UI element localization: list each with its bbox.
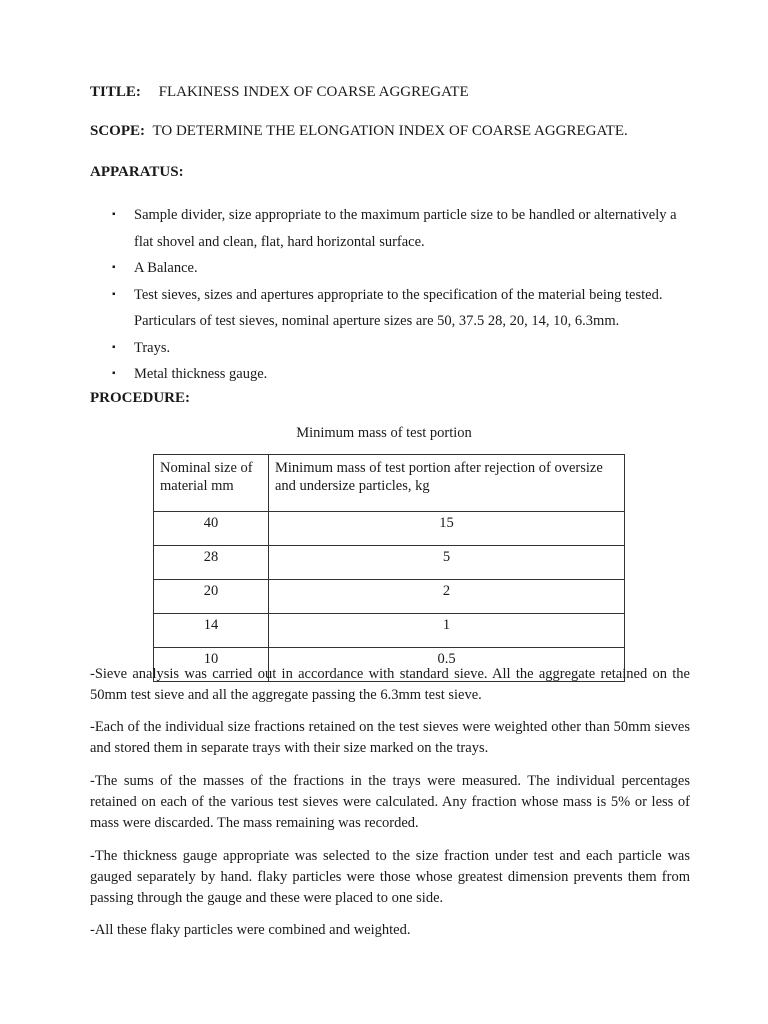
list-item-text: Test sieves, sizes and apertures appropriate to the specification of the material being tested. Particulars of test sieves, nominal aperture sizes are 50, 37.5 28, 20, 14, 10, 6.3mm. xyxy=(134,286,663,329)
cell-nominal-size: 14 xyxy=(154,614,269,648)
table-row xyxy=(154,580,625,614)
cell-nominal-size: 40 xyxy=(154,512,269,546)
procedure-paragraph: -All these flaky particles were combined and weighted. xyxy=(90,922,411,938)
title-text: FLAKINESS INDEX OF COARSE AGGREGATE xyxy=(158,84,469,100)
list-item-text: Trays. xyxy=(134,339,171,356)
table-row xyxy=(154,512,625,546)
list-item xyxy=(112,282,692,335)
cell-minimum-mass: 5 xyxy=(269,546,625,580)
cell-minimum-mass: 2 xyxy=(269,580,625,614)
procedure-paragraph: -Each of the individual size fractions retained on the test sieves were weighted other than 50mm sieves and stored them in separate trays with their size marked on the trays. xyxy=(90,719,690,756)
list-item-text: A Balance. xyxy=(134,260,198,276)
title-line xyxy=(90,84,469,101)
list-item-text: Metal thickness gauge. xyxy=(134,366,268,382)
column-header-minimum-mass: Minimum mass of test portion after rejection of oversize and undersize particles, kg xyxy=(269,455,625,512)
square-bullet-icon: ▪ xyxy=(112,209,116,220)
square-bullet-icon: ▪ xyxy=(112,262,116,273)
list-item xyxy=(112,202,692,255)
table-caption: Minimum mass of test portion xyxy=(296,425,472,441)
procedure-heading: PROCEDURE: xyxy=(90,390,190,406)
cell-nominal-size: 28 xyxy=(154,546,269,580)
list-item xyxy=(112,255,692,282)
scope-label: SCOPE: xyxy=(90,123,146,139)
scope-line xyxy=(90,123,628,140)
cell-minimum-mass: 15 xyxy=(269,512,625,546)
list-item-text: Sample divider, size appropriate to the maximum particle size to be handled or alternatively a flat shovel and clean, flat, hard horizontal surface. xyxy=(134,207,677,250)
column-header-nominal-size: Nominal size of material mm xyxy=(154,455,269,512)
scope-text: TO DETERMINE THE ELONGATION INDEX OF COARSE AGGREGATE. xyxy=(152,123,628,139)
minimum-mass-table xyxy=(153,454,625,682)
apparatus-list xyxy=(112,202,692,388)
table-header-row xyxy=(154,455,625,512)
list-item xyxy=(112,361,692,388)
list-item xyxy=(112,335,692,362)
cell-minimum-mass: 0.5 xyxy=(269,648,625,682)
procedure-paragraph: -Sieve analysis was carried out in accordance with standard sieve. All the aggregate retained on the 50mm test sieve and all the aggregate passing the 6.3mm test sieve. xyxy=(90,666,690,703)
cell-minimum-mass: 1 xyxy=(269,614,625,648)
procedure-paragraph: -The sums of the masses of the fractions in the trays were measured. The individual percentages retained on each of the various test sieves were calculated. Any fraction whose mass is 5% or less of mass were discarded. The mass remaining was recorded. xyxy=(90,773,690,831)
table-row xyxy=(154,546,625,580)
cell-nominal-size: 20 xyxy=(154,580,269,614)
square-bullet-icon: ▪ xyxy=(112,368,116,379)
procedure-paragraph: -The thickness gauge appropriate was selected to the size fraction under test and each particle was gauged separately by hand. flaky particles were those whose greatest dimension prevents them from passing through the gauge and these were placed to one side. xyxy=(90,848,690,906)
cell-nominal-size: 10 xyxy=(154,648,269,682)
title-label: TITLE: xyxy=(90,84,141,100)
table-row xyxy=(154,614,625,648)
square-bullet-icon: ▪ xyxy=(112,288,116,300)
apparatus-heading: APPARATUS: xyxy=(90,164,184,180)
square-bullet-icon: ▪ xyxy=(112,341,116,353)
